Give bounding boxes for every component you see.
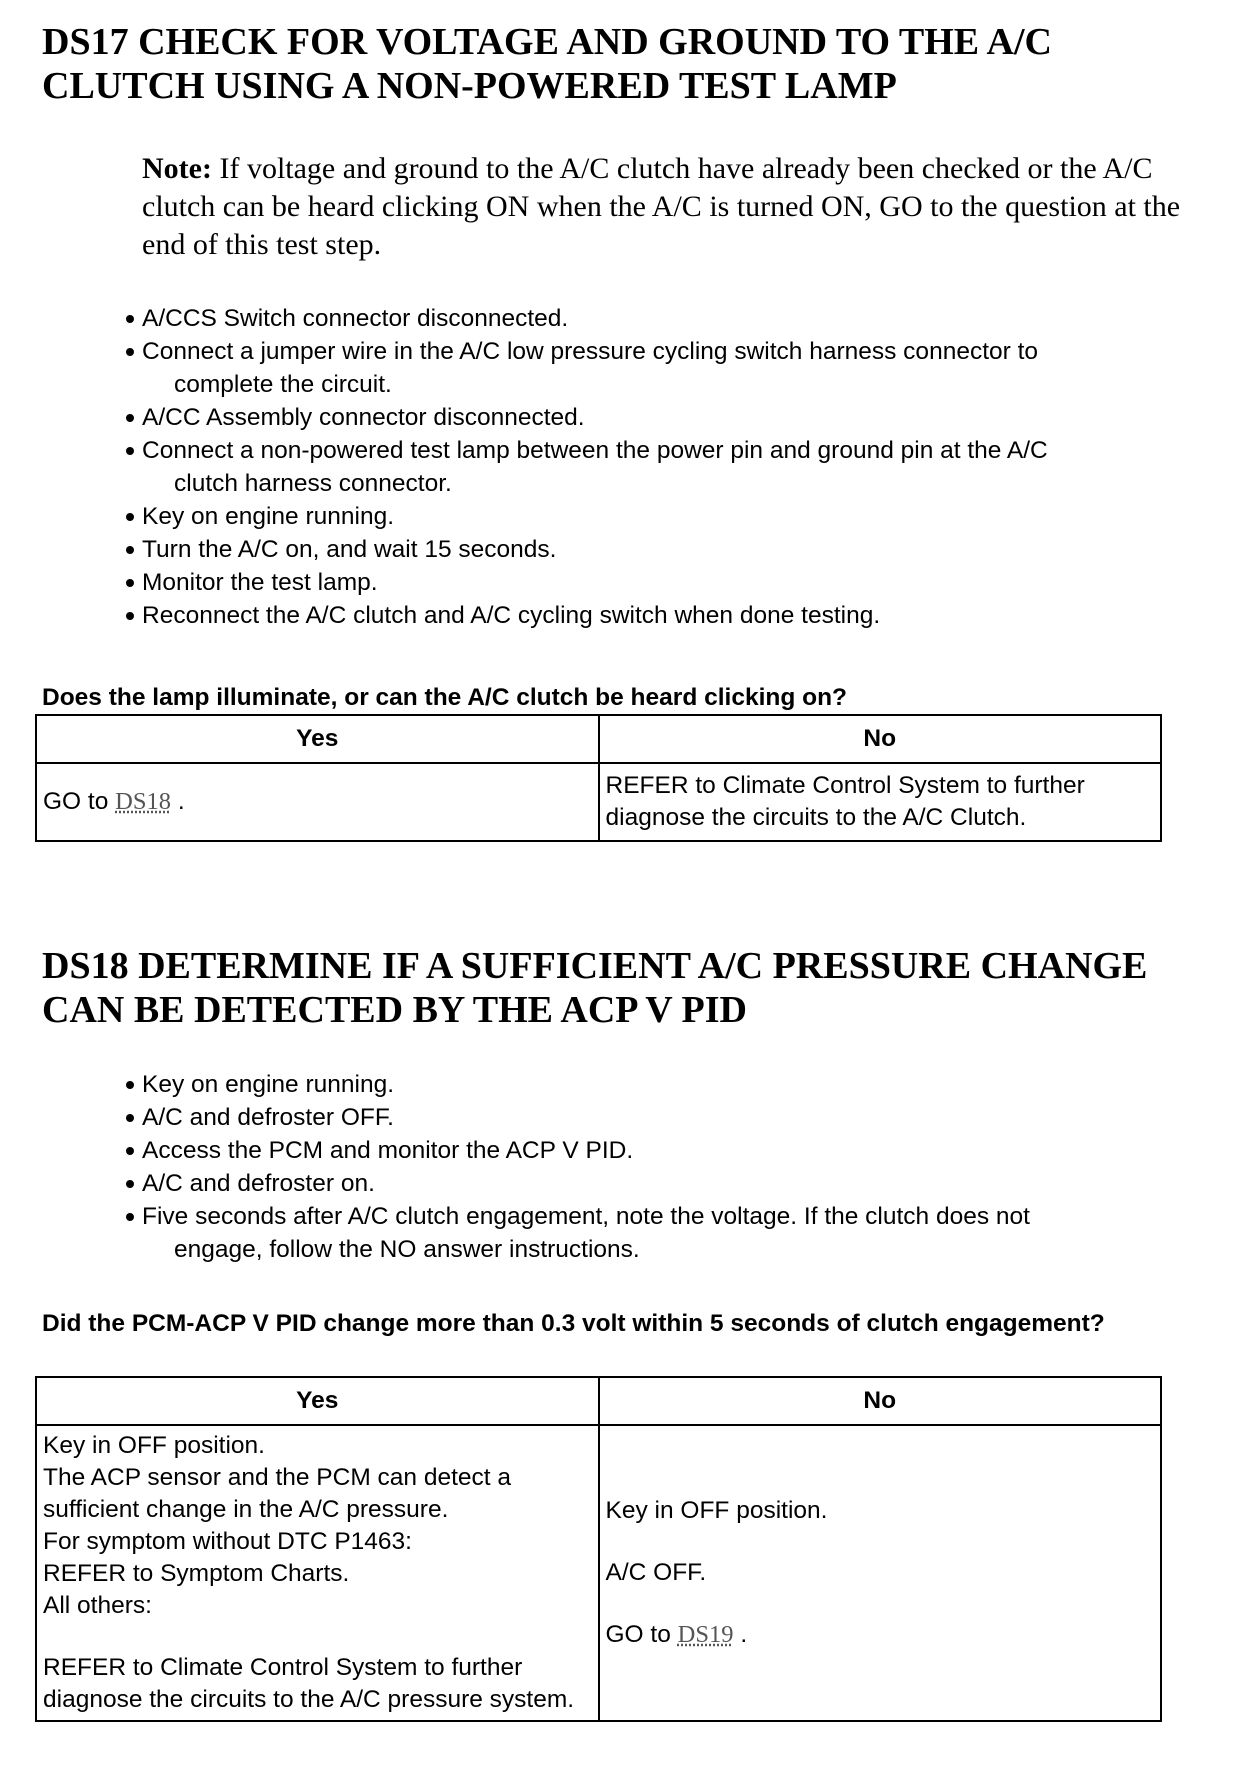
ds18-step-text: Key on engine running.	[142, 1071, 394, 1098]
bullet-icon	[126, 414, 134, 422]
ds18-step-continuation: engage, follow the NO answer instructions.	[174, 1236, 640, 1263]
ds17-no-cell: REFER to Climate Control System to further diagnose the circuits to the A/C Clutch.	[599, 763, 1162, 841]
ds18-no-prefix: GO to	[605, 1621, 671, 1648]
ds18-no-line1: Key in OFF position.	[605, 1497, 828, 1524]
ds18-no-suffix: .	[740, 1621, 748, 1648]
ds17-yes-cell	[36, 763, 599, 841]
ds17-step-continuation: clutch harness connector.	[174, 470, 452, 497]
ds18-step-item	[126, 1167, 1186, 1200]
bullet-icon	[126, 348, 134, 356]
ds19-link[interactable]: DS19	[677, 1621, 734, 1648]
ds18-yes-final: REFER to Climate Control System to further diagnose the circuits to the A/C pressure system.	[43, 1654, 575, 1713]
ds18-step-item	[126, 1134, 1186, 1167]
ds17-step-text: Monitor the test lamp.	[142, 569, 378, 596]
ds17-step-text: A/CCS Switch connector disconnected.	[142, 305, 569, 332]
ds17-step-list	[126, 302, 1186, 632]
ds18-no-line2: A/C OFF.	[605, 1559, 707, 1586]
ds17-step-item	[126, 302, 1186, 335]
ds18-step-item	[126, 1200, 1186, 1266]
ds18-step-text: A/C and defroster OFF.	[142, 1104, 394, 1131]
bullet-icon	[126, 546, 134, 554]
ds17-no-header: No	[599, 715, 1162, 763]
ds18-step-item	[126, 1068, 1186, 1101]
ds18-heading	[42, 944, 1222, 1032]
ds18-step-text: Access the PCM and monitor the ACP V PID.	[142, 1137, 634, 1164]
ds18-yes-line: Key in OFF position.	[43, 1432, 265, 1459]
ds17-step-item	[126, 500, 1186, 533]
ds17-step-item	[126, 599, 1186, 632]
bullet-icon	[126, 612, 134, 620]
ds17-yes-prefix: GO to	[43, 788, 109, 815]
ds17-step-item	[126, 335, 1186, 401]
bullet-icon	[126, 447, 134, 455]
ds17-step-text: Turn the A/C on, and wait 15 seconds.	[142, 536, 557, 563]
ds18-yes-header: Yes	[36, 1377, 599, 1425]
ds17-step-text: Reconnect the A/C clutch and A/C cycling switch when done testing.	[142, 602, 881, 629]
ds17-note	[142, 150, 1222, 264]
ds17-header-row	[36, 715, 1161, 763]
ds17-heading-line2: CLUTCH USING A NON-POWERED TEST LAMP	[42, 65, 897, 107]
ds18-no-header: No	[599, 1377, 1162, 1425]
ds17-step-text: Connect a non-powered test lamp between the power pin and ground pin at the A/C	[142, 437, 1048, 464]
ds17-step-text: Connect a jumper wire in the A/C low pressure cycling switch harness connector to	[142, 338, 1039, 365]
ds18-step-item	[126, 1101, 1186, 1134]
bullet-icon	[126, 579, 134, 587]
ds18-step-text: Five seconds after A/C clutch engagement, note the voltage. If the clutch does not	[142, 1203, 1030, 1230]
ds18-yes-line: All others:	[43, 1592, 152, 1619]
ds17-answer-row	[36, 763, 1161, 841]
ds17-step-continuation: complete the circuit.	[174, 371, 392, 398]
bullet-icon	[126, 1213, 134, 1221]
ds17-heading-line1: DS17 CHECK FOR VOLTAGE AND GROUND TO THE A/C	[42, 21, 1052, 63]
bullet-icon	[126, 1114, 134, 1122]
ds18-step-list	[126, 1068, 1186, 1266]
ds17-step-item	[126, 401, 1186, 434]
ds18-answer-table	[35, 1376, 1162, 1722]
ds17-yes-suffix: .	[177, 788, 185, 815]
ds17-step-item	[126, 434, 1186, 500]
ds17-step-item	[126, 533, 1186, 566]
ds18-yes-line: REFER to Symptom Charts.	[43, 1560, 350, 1587]
ds18-yes-cell	[36, 1425, 599, 1721]
ds18-yes-line: The ACP sensor and the PCM can detect a sufficient change in the A/C pressure.	[43, 1464, 512, 1523]
ds17-note-text: If voltage and ground to the A/C clutch have already been checked or the A/C clutch can be heard clicking ON when the A/C is turned ON, GO to the question at the end of this test step.	[142, 152, 1181, 261]
ds17-step-text: A/CC Assembly connector disconnected.	[142, 404, 585, 431]
ds18-question: Did the PCM-ACP V PID change more than 0.3 volt within 5 seconds of clutch engagement?	[42, 1310, 1105, 1337]
bullet-icon	[126, 315, 134, 323]
ds18-heading-line1: DS18 DETERMINE IF A SUFFICIENT A/C PRESSURE CHANGE	[42, 945, 1148, 987]
ds18-heading-line2: CAN BE DETECTED BY THE ACP V PID	[42, 989, 747, 1031]
ds17-step-text: Key on engine running.	[142, 503, 394, 530]
ds18-step-text: A/C and defroster on.	[142, 1170, 375, 1197]
bullet-icon	[126, 1081, 134, 1089]
ds17-question: Does the lamp illuminate, or can the A/C clutch be heard clicking on?	[42, 684, 848, 711]
ds17-step-item	[126, 566, 1186, 599]
ds18-no-cell	[599, 1425, 1162, 1721]
ds18-header-row	[36, 1377, 1161, 1425]
bullet-icon	[126, 1180, 134, 1188]
ds17-yes-header: Yes	[36, 715, 599, 763]
ds17-note-label: Note:	[142, 152, 212, 185]
spacer	[606, 1589, 1155, 1619]
spacer	[43, 1622, 592, 1652]
ds17-answer-table	[35, 714, 1162, 842]
bullet-icon	[126, 513, 134, 521]
ds18-answer-row	[36, 1425, 1161, 1721]
ds18-link[interactable]: DS18	[115, 788, 171, 815]
ds18-no-goto	[606, 1619, 1155, 1651]
spacer	[606, 1527, 1155, 1557]
bullet-icon	[126, 1147, 134, 1155]
ds17-heading	[42, 20, 1222, 108]
ds18-yes-line: For symptom without DTC P1463:	[43, 1528, 412, 1555]
